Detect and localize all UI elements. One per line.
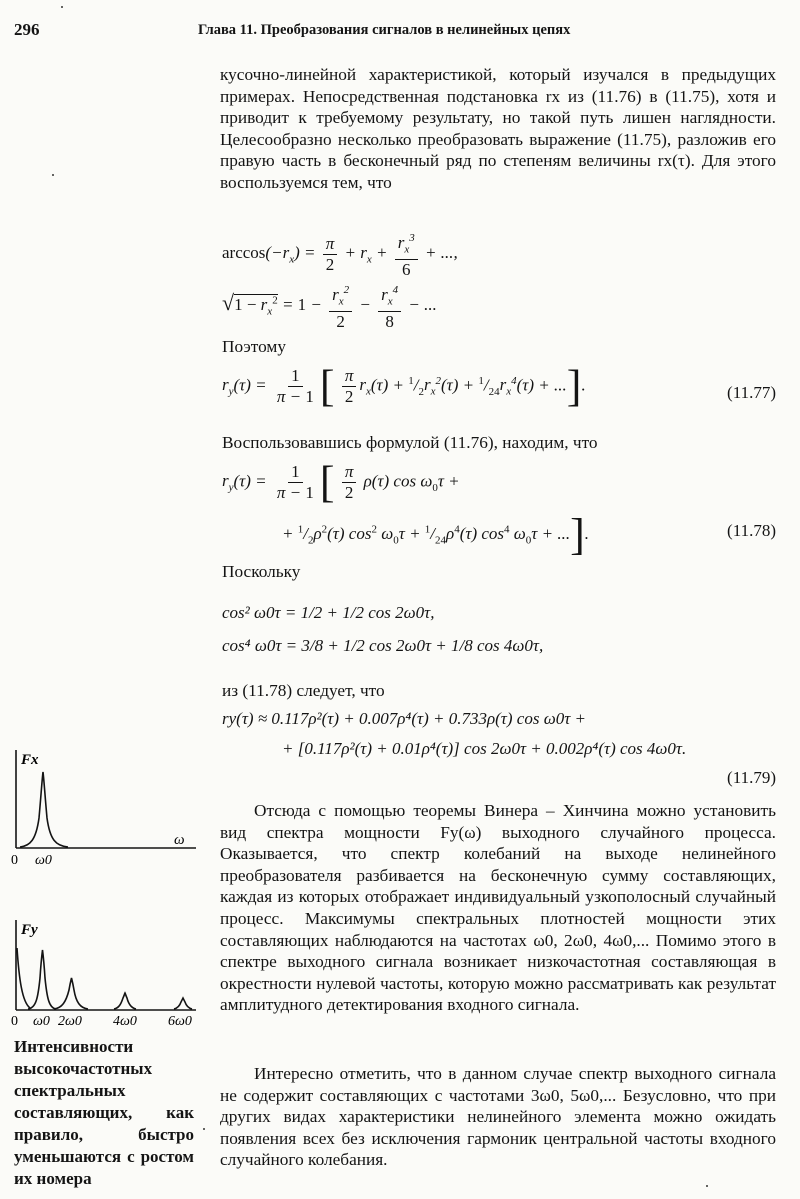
fx-peak xyxy=(20,772,68,847)
fx-tick-0: 0 xyxy=(11,853,18,868)
fy-plot xyxy=(8,918,198,1030)
fx-ylabel: Fx xyxy=(21,752,39,768)
fy-peak-w0 xyxy=(28,950,56,1009)
intro-text: кусочно-линейной характеристикой, который изучался в предыдущих примерах. Непосредственная подстановка rx из (11.76) в (11.75), хотя и приводит к требуемому результату, но такой путь лишен наглядности. Целесообразно несколько преобразовать выражение (11.75), разложив его правую часть в бесконечный ряд по степеням величины rx(τ). Для этого воспользуемся тем, что xyxy=(220,65,776,192)
eq-number-11-77: (11.77) xyxy=(727,383,776,402)
fy-peak-2w0 xyxy=(54,978,88,1009)
scan-speck xyxy=(61,6,63,8)
page-number: 296 xyxy=(14,20,40,39)
eq-number-11-78: (11.78) xyxy=(727,521,776,540)
fy-tick-6w0: 6ω0 xyxy=(168,1014,192,1029)
eq-number-11-79: (11.79) xyxy=(727,768,776,787)
fy-lowfreq-component xyxy=(17,948,30,1008)
eq-cos2: cos² ω0τ = 1/2 + 1/2 cos 2ω0τ, xyxy=(222,603,435,622)
fy-peak-6w0 xyxy=(174,998,192,1009)
fx-xlabel: ω xyxy=(174,832,185,848)
word-poskolku: Поскольку xyxy=(222,562,301,581)
eq-11-79-line1: ry(τ) ≈ 0.117ρ²(τ) + 0.007ρ⁴(τ) + 0.733ρ(τ) cos ω0τ + xyxy=(222,709,587,728)
text-vospolzovavshis: Воспользовавшись формулой (11.76), находим, что xyxy=(222,433,598,452)
fx-tick-w0: ω0 xyxy=(35,853,52,868)
figure-spectrum-fx xyxy=(8,748,198,873)
eq-11-78-line1: $r_y(\tau)$ = $\frac{1}{\pi - 1}$ [ $\frac{\pi}{2}$ ρ(τ) $\cos \omega_0\tau$ + xyxy=(222,457,460,507)
text-iz: из (11.78) следует, что xyxy=(222,681,385,700)
eq-sqrt: $√1 - r_x^2 = 1$ − $\frac{r_x^2}{2}$ − $\frac{r_x^4}{8}$ − ... xyxy=(222,280,437,332)
running-head: Глава 11. Преобразования сигналов в нелинейных цепях xyxy=(198,22,571,38)
eq-arccos: $\arccos(-r_x)$ = $\frac{\pi}{2}$ + $r_x$ + $\frac{r_x^3}{6}$ + ..., xyxy=(222,228,458,280)
figure-caption: Интенсивности высокочастотных спектральных составляющих, как правило, быстро уменьшаются с ростом их номера xyxy=(14,1037,194,1188)
fy-tick-4w0: 4ω0 xyxy=(113,1014,137,1029)
eq-11-77: $r_y(\tau)$ = $\frac{1}{\pi - 1}$ [ $\frac{\pi}{2}$ $r_x(\tau) + ^1/_2r_x^2(\tau) + ^1/_{24}r_x^4(\tau)$ + ...]. xyxy=(222,361,586,411)
wiener-text: Отсюда с помощью теоремы Винера – Хинчина можно установить вид спектра мощности Fy(ω) выходного случайного процесса. Оказывается, что спектр колебаний на выходе нелинейного преобразователя разбивается на бесконечную сумму составляющих, каждая из которых отображает индивидуальный узкополосный случайный процесс. Максимумы спектральных плотностей мощности этих составляющих наблюдаются на частотах ω0, 2ω0, 4ω0,... Помимо этого в спектре выходного сигнала возникает низкочастотная составляющая в окрестности нулевой частоты, которую можно рассматривать как результат амплитудного детектирования входного сигнала. xyxy=(220,801,776,1015)
figure-spectrum-fy xyxy=(8,918,198,1035)
intro-paragraph xyxy=(220,64,776,194)
eq-cos4: cos⁴ ω0τ = 3/8 + 1/2 cos 2ω0τ + 1/8 cos 4ω0τ, xyxy=(222,636,544,655)
fy-tick-0: 0 xyxy=(11,1014,18,1029)
fy-peak-4w0 xyxy=(114,993,136,1009)
last-text: Интересно отметить, что в данном случае спектр выходного сигнала не содержит составляющих с частотами 3ω0, 5ω0,... Безусловно, что при других видах характеристики нелинейного элемента можно ожидать появления всех без исключения гармоник центральной частоты входного случайного колебания. xyxy=(220,1064,776,1170)
scan-speck xyxy=(203,1128,205,1130)
word-poetomu: Поэтому xyxy=(222,337,286,356)
fy-ylabel: Fy xyxy=(21,922,38,938)
eq-11-79-line2: + [0.117ρ²(τ) + 0.01ρ⁴(τ)] cos 2ω0τ + 0.002ρ⁴(τ) cos 4ω0τ. xyxy=(282,739,687,758)
scan-speck xyxy=(52,174,54,176)
fy-tick-w0: ω0 xyxy=(33,1014,50,1029)
wiener-paragraph xyxy=(220,800,776,1016)
fx-plot xyxy=(8,748,198,868)
fy-tick-2w0: 2ω0 xyxy=(58,1014,82,1029)
eq-11-78-line2: + $^1/_2\rho^2(\tau)$ $\cos^2 \omega_0\tau + ^1/_{24}\rho^4(\tau)$ $\cos^4 \omega_0\tau$ + ...]. xyxy=(282,510,590,559)
last-paragraph xyxy=(220,1063,776,1171)
scan-speck xyxy=(706,1185,708,1187)
